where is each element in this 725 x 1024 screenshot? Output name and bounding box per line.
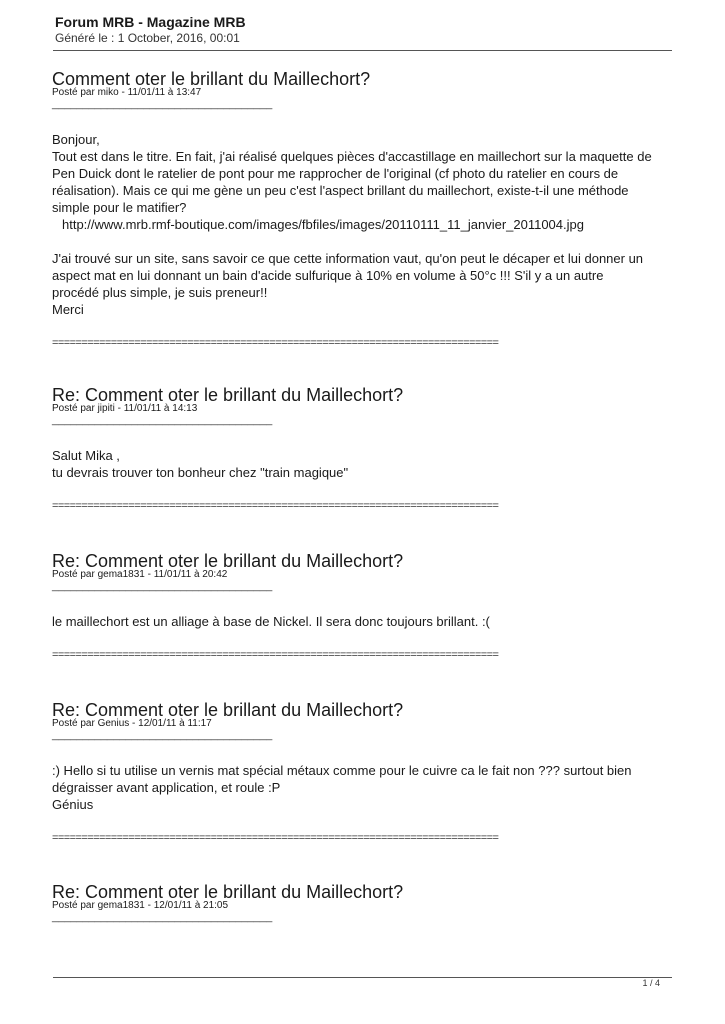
footer-divider: [53, 977, 672, 978]
post-line: le maillechort est un alliage à base de Nickel. Il sera donc toujours brillant. :(: [52, 614, 490, 629]
post-underline: ____________________________________: [52, 414, 273, 426]
image-link[interactable]: http://www.mrb.rmf-boutique.com/images/fbfiles/images/20110111_11_janvier_2011004.jpg: [62, 217, 584, 232]
post: [52, 551, 677, 661]
post-line: tu devrais trouver ton bonheur chez "train magique": [52, 465, 349, 480]
post-title: Comment oter le brillant du Maillechort?: [52, 69, 371, 89]
post-line: Bonjour,: [52, 132, 100, 147]
post-line: J'ai trouvé sur un site, sans savoir ce que cette information vaut, qu'on peut le décaper et lui donner un: [52, 251, 644, 266]
post-line: Pen Duick dont le ratelier de pont pour me rapprocher de l'original (cf photo du ratelier en cours de: [52, 166, 619, 181]
post-line: réalisation). Mais ce qui me gène un peu c'est l'aspect brillant du maillechort, existe-t-il une méthode: [52, 183, 629, 198]
header-divider: [53, 50, 672, 51]
post-line: Tout est dans le titre. En fait, j'ai réalisé quelques pièces d'accastillage en maillechort sur la maquette de: [52, 149, 652, 164]
post-line: Salut Mika ,: [52, 448, 120, 463]
post-line: Merci: [52, 302, 84, 317]
post-underline: ____________________________________: [52, 98, 273, 110]
post-title: Re: Comment oter le brillant du Maillechort?: [52, 385, 404, 405]
post-meta: Posté par miko - 11/01/11 à 13:47: [52, 87, 202, 98]
post-body: [52, 762, 677, 813]
post: [52, 700, 677, 844]
post: [52, 385, 677, 512]
post-body: [52, 613, 677, 630]
post-meta: Posté par Genius - 12/01/11 à 11:17: [52, 718, 212, 729]
post-underline: ____________________________________: [52, 729, 273, 741]
post-meta: Posté par gema1831 - 11/01/11 à 20:42: [52, 569, 228, 580]
post: [52, 69, 677, 349]
generated-date: Généré le : 1 October, 2016, 00:01: [55, 31, 240, 45]
post-underline: ____________________________________: [52, 911, 273, 923]
post-title: Re: Comment oter le brillant du Maillechort?: [52, 700, 404, 720]
post-line: dégraisser avant application, et roule :P: [52, 780, 281, 795]
post-body: [52, 447, 677, 481]
post-meta: Posté par gema1831 - 12/01/11 à 21:05: [52, 900, 229, 911]
post-line: procédé plus simple, je suis preneur!!: [52, 285, 268, 300]
post-separator: ============================================================================: [52, 832, 499, 844]
post-separator: ============================================================================: [52, 649, 499, 661]
page-number: 1 / 4: [642, 978, 660, 988]
post-title: Re: Comment oter le brillant du Maillechort?: [52, 882, 404, 902]
post-line: Génius: [52, 797, 94, 812]
page-header: [55, 14, 670, 46]
forum-title: Forum MRB - Magazine MRB: [55, 14, 246, 30]
post-title: Re: Comment oter le brillant du Maillechort?: [52, 551, 404, 571]
post-line: aspect mat en lui donnant un bain d'acide sulfurique à 10% en volume à 50°c !!! S'il y a un autre: [52, 268, 604, 283]
post: [52, 882, 677, 923]
post-line: :) Hello si tu utilise un vernis mat spécial métaux comme pour le cuivre ca le fait non ??? surtout bien: [52, 763, 632, 778]
post-separator: ============================================================================: [52, 500, 499, 512]
post-body: [52, 131, 677, 318]
post-underline: ____________________________________: [52, 580, 273, 592]
post-meta: Posté par jipiti - 11/01/11 à 14:13: [52, 403, 198, 414]
post-line: simple pour le matifier?: [52, 200, 187, 215]
paragraph-gap: [52, 233, 677, 250]
post-separator: ============================================================================: [52, 337, 499, 349]
